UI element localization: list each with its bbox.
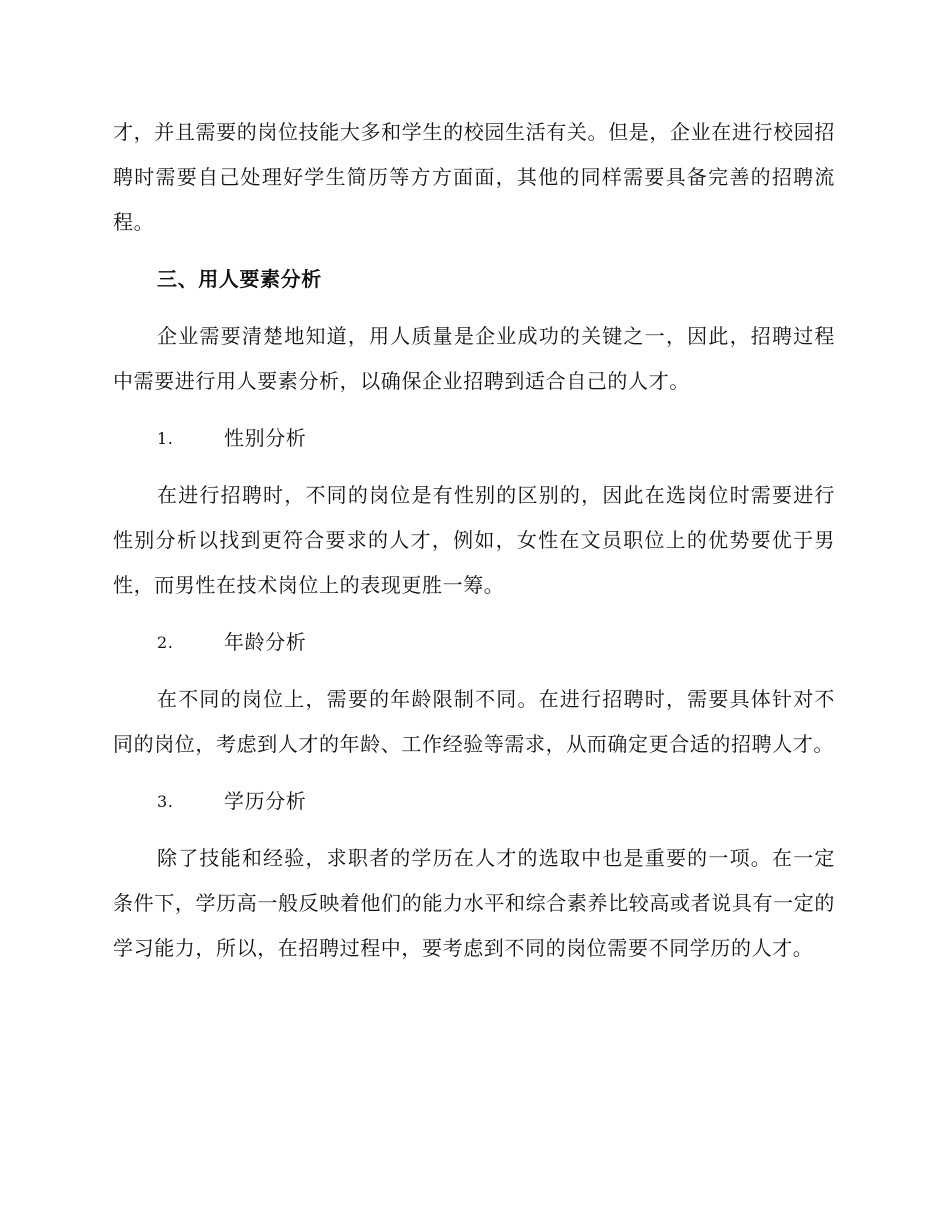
paragraph-continued: 才，并且需要的岗位技能大多和学生的校园生活有关。但是，企业在进行校园招聘时需要自己处理好学生简历等方方面面，其他的同样需要具备完善的招聘流程。 [113,120,835,234]
list-number: 1. [157,429,174,448]
list-label: 年龄分析 [224,630,307,654]
paragraph-gender: 在进行招聘时，不同的岗位是有性别的区别的，因此在选岗位时需要进行性别分析以找到更符合要求的人才，例如，女性在文员职位上的优势要优于男性，而男性在技术岗位上的表现更胜一筹。 [113,483,835,597]
list-number: 3. [157,792,174,811]
list-item-age [113,620,835,665]
list-label: 性别分析 [224,426,307,450]
list-item-gender [113,416,835,461]
list-number: 2. [157,633,174,652]
list-label: 学历分析 [224,789,307,813]
document-body [113,110,835,971]
paragraph-intro: 企业需要清楚地知道，用人质量是企业成功的关键之一，因此，招聘过程中需要进行用人要素分析，以确保企业招聘到适合自己的人才。 [113,324,835,393]
paragraph-education: 除了技能和经验，求职者的学历在人才的选取中也是重要的一项。在一定条件下，学历高一般反映着他们的能力水平和综合素养比较高或者说具有一定的学习能力，所以，在招聘过程中，要考虑到不同的岗位需要不同学历的人才。 [113,846,835,960]
paragraph-age: 在不同的岗位上，需要的年龄限制不同。在进行招聘时，需要具体针对不同的岗位，考虑到人才的年龄、工作经验等需求，从而确定更合适的招聘人才。 [113,687,835,756]
list-item-education [113,779,835,824]
section-heading: 三、用人要素分析 [157,267,322,291]
